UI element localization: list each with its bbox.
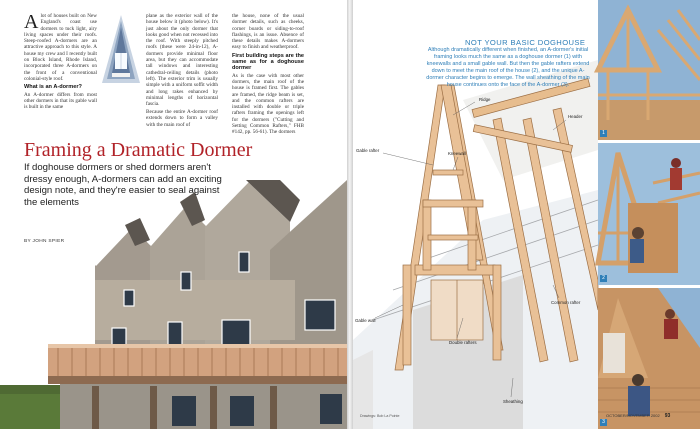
paragraph: Because the entire A-dormer roof extends down to form a valley with the main roof of [146,108,218,128]
label-common-rafter: Common rafter [551,300,581,305]
illustration-credit: Drawings: Bob La Pointe [360,414,400,418]
photo-badge-2: 2 [600,275,607,282]
label-gable-rafter: Gable rafter [356,148,380,153]
framing-photo-3 [598,288,700,429]
framing-photo-1 [598,0,700,140]
intro-paragraph: lot of houses built on New England's coast use dormers to tuck light, airy living spaces under their roofs. Steep-roofed A-dormers are an attractive approach to this style. A house my crew and I recently built on Block Island, Rhode Island, incorporated three A-dormers on the front of a conventional colonial-style roof. [24,13,97,82]
label-double-rafters: Double rafters [449,340,477,345]
issue-date: OCTOBER/NOVEMBER 2002 [606,413,660,418]
page-number: 93 [664,413,671,419]
label-sheathing: Sheathing [503,399,523,404]
article-headline: Framing a Dramatic Dormer [24,139,253,161]
left-page [0,0,347,429]
photo-badge-1: 1 [600,130,607,137]
framing-illustration [353,60,598,429]
step-photo-2 [598,143,700,285]
label-ridge: Ridge [479,97,491,102]
page-folio [606,413,670,419]
label-header: Header [568,114,583,119]
drop-cap: A [24,11,39,33]
sidebar-caption: Although dramatically different when finished, an A-dormer's initial framing looks much the same as a doghouse dormer (1) with kneewalls and a small gable wall. But then the gable rafters extend down to meet the main roof of the house (2), and the unique A-dormer character begins to emerge. The wall sheathing of the main house continues onto the face of the A-dormer (3). [426,47,590,88]
article-deck: If doghouse dormers or shed dormers aren't dressy enough, A-dormers can add an exciting design note, and they're easier to seal against the elements [24,162,222,208]
subhead-first-steps: First building steps are the same as for a doghouse dormer [232,52,304,72]
body-column-2 [146,13,218,129]
paragraph: An A-dormer differs from most other dormers in that its gable wall is built in the same [24,91,97,111]
label-kneewall: Kneewall [448,151,466,156]
framing-photo-2 [598,143,700,285]
sidebar-title: NOT YOUR BASIC DOGHOUSE [465,38,586,47]
step-photo-1 [598,0,700,140]
house-exterior-photo [0,180,347,429]
body-column-1 [24,13,97,129]
subhead-what-is: What is an A-dormer? [24,84,82,91]
label-gable-wall: Gable wall [355,318,376,323]
byline: BY JOHN SPIER [24,239,65,244]
photo-badge-3: 3 [600,419,607,426]
step-photo-3 [598,288,700,429]
paragraph: plane as the exterior wall of the house below it (photo below). It's just about the only dormer that looks good when not recessed into the roof. With steeply pitched roofs (these were 24-in-12), A-dormers provide minimal floor area, but they can accommodate tall windows and interesting cathedral-ceiling details (photo left). The exterior trim is usually simple with a uniform soffit width and long rakes enhanced by minimal lengths of horizontal fascia. [146,13,218,108]
paragraph: the house, none of the usual dormer details, such as cheeks, corner boards or siding-to-roof flashings, is an issue. Absence of these details makes A-dormers easy to finish and weatherproof. [232,13,304,51]
body-column-3 [232,13,304,136]
paragraph: As is the case with most other dormers, the main roof of the house is framed first. The gables are framed, the ridge beam is set, and the common rafters are installed with double or triple rafters framing the openings left for the dormers ("Cutting and Setting Common Rafters," FHB #142, pp. 56-61). The dormers [232,72,304,136]
dormer-interior-photo [100,13,142,85]
